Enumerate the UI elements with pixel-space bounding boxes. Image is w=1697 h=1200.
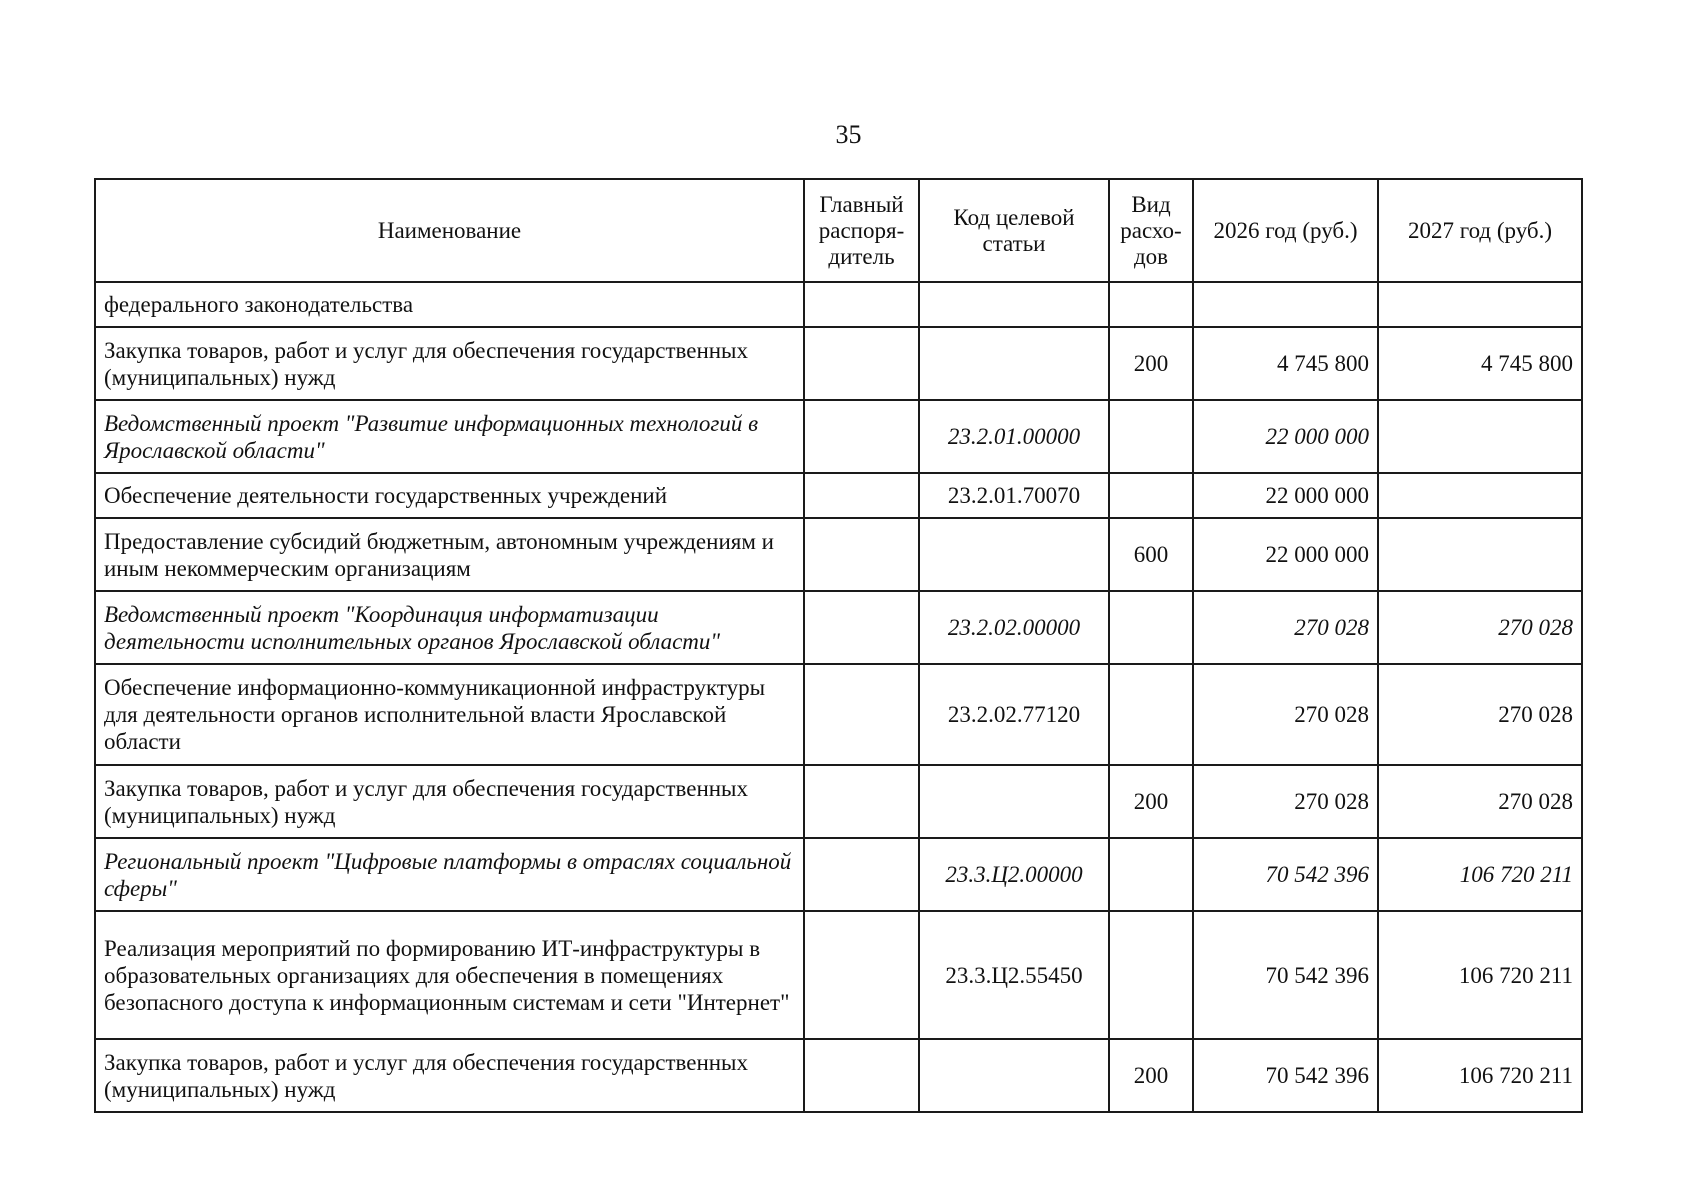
table-row: [95, 664, 1582, 765]
header-name: Наименование: [95, 179, 804, 282]
cell-y2027: 106 720 211: [1378, 838, 1582, 911]
cell-admin: [804, 591, 919, 664]
page-number: 35: [835, 120, 862, 149]
cell-code: 23.2.02.77120: [919, 664, 1109, 765]
header-admin: Главный распоря-дитель: [804, 179, 919, 282]
cell-admin: [804, 664, 919, 765]
cell-name: Предоставление субсидий бюджетным, автономным учреждениям и иным некоммерческим организациям: [95, 518, 804, 591]
cell-y2026: 22 000 000: [1193, 400, 1378, 473]
cell-y2026: 70 542 396: [1193, 911, 1378, 1039]
cell-name: Ведомственный проект "Координация информатизации деятельности исполнительных органов Ярославской области": [95, 591, 804, 664]
cell-y2026: [1193, 282, 1378, 327]
cell-name: Закупка товаров, работ и услуг для обеспечения государственных (муниципальных) нужд: [95, 327, 804, 400]
cell-code: [919, 765, 1109, 838]
cell-y2027: 270 028: [1378, 591, 1582, 664]
cell-name: федерального законодательства: [95, 282, 804, 327]
table-header-row: [95, 179, 1582, 282]
cell-code: [919, 1039, 1109, 1112]
cell-admin: [804, 765, 919, 838]
cell-y2026: 270 028: [1193, 591, 1378, 664]
table-row: [95, 911, 1582, 1039]
cell-type: 600: [1109, 518, 1193, 591]
cell-admin: [804, 473, 919, 518]
cell-code: 23.2.01.70070: [919, 473, 1109, 518]
cell-code: 23.3.Ц2.00000: [919, 838, 1109, 911]
header-y2027: 2027 год (руб.): [1378, 179, 1582, 282]
table-row: [95, 327, 1582, 400]
cell-admin: [804, 518, 919, 591]
budget-table: [94, 178, 1583, 1113]
cell-name: Обеспечение информационно-коммуникационной инфраструктуры для деятельности органов исполнительной власти Ярославской области: [95, 664, 804, 765]
cell-admin: [804, 1039, 919, 1112]
cell-code: [919, 282, 1109, 327]
cell-y2027: 270 028: [1378, 664, 1582, 765]
cell-y2026: 22 000 000: [1193, 473, 1378, 518]
cell-name: Обеспечение деятельности государственных учреждений: [95, 473, 804, 518]
cell-y2026: 4 745 800: [1193, 327, 1378, 400]
cell-y2026: 270 028: [1193, 765, 1378, 838]
cell-type: [1109, 911, 1193, 1039]
cell-y2027: [1378, 400, 1582, 473]
cell-type: [1109, 473, 1193, 518]
cell-code: [919, 327, 1109, 400]
table-row: [95, 1039, 1582, 1112]
cell-code: 23.3.Ц2.55450: [919, 911, 1109, 1039]
cell-y2026: 270 028: [1193, 664, 1378, 765]
cell-admin: [804, 327, 919, 400]
table-row: [95, 838, 1582, 911]
cell-y2027: [1378, 473, 1582, 518]
cell-type: [1109, 664, 1193, 765]
cell-admin: [804, 838, 919, 911]
cell-admin: [804, 400, 919, 473]
cell-name: Ведомственный проект "Развитие информационных технологий в Ярославской области": [95, 400, 804, 473]
cell-admin: [804, 911, 919, 1039]
cell-type: [1109, 591, 1193, 664]
table-row: [95, 473, 1582, 518]
cell-type: 200: [1109, 765, 1193, 838]
cell-admin: [804, 282, 919, 327]
table-body: [95, 282, 1582, 1112]
cell-y2027: [1378, 518, 1582, 591]
cell-y2027: 106 720 211: [1378, 911, 1582, 1039]
cell-y2027: [1378, 282, 1582, 327]
cell-type: 200: [1109, 327, 1193, 400]
table-row: [95, 591, 1582, 664]
header-type: Вид расхо-дов: [1109, 179, 1193, 282]
cell-type: [1109, 400, 1193, 473]
cell-y2027: 106 720 211: [1378, 1039, 1582, 1112]
cell-name: Закупка товаров, работ и услуг для обеспечения государственных (муниципальных) нужд: [95, 765, 804, 838]
cell-name: Региональный проект "Цифровые платформы в отраслях социальной сферы": [95, 838, 804, 911]
cell-type: [1109, 282, 1193, 327]
table-row: [95, 282, 1582, 327]
cell-type: [1109, 838, 1193, 911]
cell-code: 23.2.02.00000: [919, 591, 1109, 664]
cell-y2026: 70 542 396: [1193, 1039, 1378, 1112]
cell-name: Закупка товаров, работ и услуг для обеспечения государственных (муниципальных) нужд: [95, 1039, 804, 1112]
header-code: Код целевой статьи: [919, 179, 1109, 282]
cell-code: [919, 518, 1109, 591]
table-row: [95, 400, 1582, 473]
cell-y2027: 270 028: [1378, 765, 1582, 838]
cell-code: 23.2.01.00000: [919, 400, 1109, 473]
cell-name: Реализация мероприятий по формированию ИТ-инфраструктуры в образовательных организациях для обеспечения в помещениях безопасного доступа к информационным системам и сети "Интернет": [95, 911, 804, 1039]
table-row: [95, 765, 1582, 838]
cell-y2026: 70 542 396: [1193, 838, 1378, 911]
table-row: [95, 518, 1582, 591]
cell-y2026: 22 000 000: [1193, 518, 1378, 591]
header-y2026: 2026 год (руб.): [1193, 179, 1378, 282]
cell-y2027: 4 745 800: [1378, 327, 1582, 400]
cell-type: 200: [1109, 1039, 1193, 1112]
